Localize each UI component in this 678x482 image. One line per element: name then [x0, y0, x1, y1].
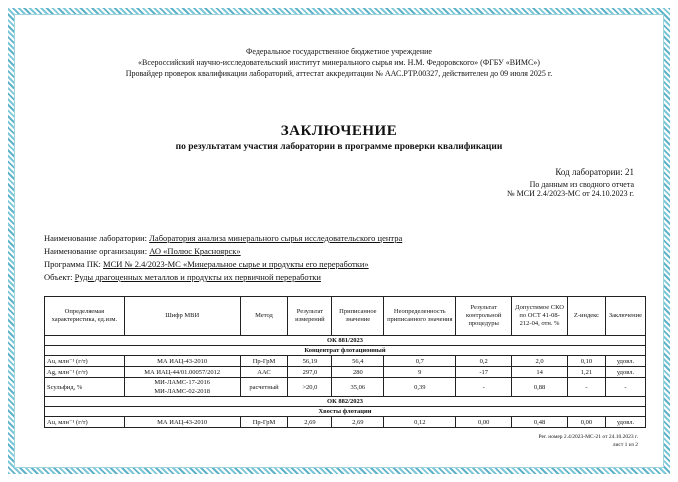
cell-sko: 0,88	[512, 378, 568, 397]
table-row	[45, 356, 646, 367]
cell-uncertainty: 0,39	[384, 378, 456, 397]
cell-characteristic: Ag, млн⁻¹ (г/т)	[45, 367, 125, 378]
cell-method: Пр-ГрМ	[240, 417, 288, 428]
org-name-label: Наименование организации:	[44, 246, 148, 256]
object-label: Объект:	[44, 272, 73, 282]
mvi-line-2: МИ-ЛАМС-02-2018	[154, 388, 211, 395]
col-header: Допустимое СКО по ОСТ 41-08-212-04, отн. %	[512, 297, 568, 336]
cell-result: 297,0	[288, 367, 332, 378]
cell-control: -	[456, 378, 512, 397]
cell-assigned: 35,06	[332, 378, 384, 397]
cell-assigned: 56,4	[332, 356, 384, 367]
cell-result: >20,0	[288, 378, 332, 397]
lab-name-row	[44, 233, 402, 243]
col-header: Приписанное значение	[332, 297, 384, 336]
col-header: Метод	[240, 297, 288, 336]
cell-control: -17	[456, 367, 512, 378]
program-value: МСИ № 2.4/2023-МС «Минеральное сырье и продукты его переработки»	[103, 259, 369, 269]
section-code: ОК 882/2023	[45, 397, 646, 407]
cell-characteristic: Au, млн⁻¹ (г/т)	[45, 356, 125, 367]
col-header: Определяемая характеристика, ед.изм.	[45, 297, 125, 336]
col-header: Z-индекс	[568, 297, 606, 336]
report-note-1: По данным из сводного отчета	[529, 180, 634, 189]
cell-result: 2,69	[288, 417, 332, 428]
page-title: ЗАКЛЮЧЕНИЕ	[280, 123, 398, 139]
table-row	[45, 417, 646, 428]
lab-name-value: Лаборатория анализа минерального сырья исследовательского центра	[149, 233, 403, 243]
table-row	[45, 378, 646, 397]
cell-sko: 2,0	[512, 356, 568, 367]
header-line-1: Федеральное государственное бюджетное учреждение	[246, 47, 432, 56]
cell-control: 0,00	[456, 417, 512, 428]
page-subtitle: по результатам участия лаборатории в программе проверки квалификации	[175, 142, 503, 152]
section-name: Хвосты флотации	[45, 407, 646, 417]
org-name-value: АО «Полюс Красноярск»	[149, 246, 241, 256]
lab-code: Код лаборатории: 21	[555, 167, 634, 177]
col-header: Шифр МВИ	[124, 297, 240, 336]
cell-characteristic: Au, млн⁻¹ (г/т)	[45, 417, 125, 428]
cell-mvi: МА ИАЦ-43-2010	[124, 356, 240, 367]
cell-characteristic: Sсульфид, %	[45, 378, 125, 397]
cell-uncertainty: 0,7	[384, 356, 456, 367]
cell-z: -	[568, 378, 606, 397]
table-row	[45, 367, 646, 378]
col-header: Неопределенность приписанного значения	[384, 297, 456, 336]
cell-control: 0,2	[456, 356, 512, 367]
cell-conclusion: удовл.	[605, 356, 645, 367]
lab-name-label: Наименование лаборатории:	[44, 233, 148, 243]
section-row	[45, 336, 646, 346]
cell-uncertainty: 0,12	[384, 417, 456, 428]
col-header: Результат измерений	[288, 297, 332, 336]
table-header-row	[45, 297, 646, 336]
section-row	[45, 346, 646, 356]
cell-conclusion: удовл.	[605, 417, 645, 428]
org-name-row	[44, 246, 241, 256]
object-row	[44, 272, 321, 282]
cell-method: ААС	[240, 367, 288, 378]
program-row	[44, 259, 369, 269]
header-line-2: «Всероссийский научно-исследовательский институт минерального сырья им. Н.М. Федоровского» (ФГБУ «ВИМС»)	[138, 58, 540, 67]
report-note-2: № МСИ 2.4/2023-МС от 24.10.2023 г.	[507, 189, 634, 198]
cell-method: расчетный	[240, 378, 288, 397]
program-label: Программа ПК:	[44, 259, 101, 269]
cell-conclusion: -	[605, 378, 645, 397]
cell-z: 0,00	[568, 417, 606, 428]
cell-z: 1,21	[568, 367, 606, 378]
section-name: Концентрат флотационный	[45, 346, 646, 356]
footer-sheet: лист 1 из 2	[612, 442, 638, 448]
cell-method: Пр-ГрМ	[240, 356, 288, 367]
cell-sko: 14	[512, 367, 568, 378]
cell-mvi	[124, 378, 240, 397]
section-row	[45, 407, 646, 417]
cell-uncertainty: 9	[384, 367, 456, 378]
cell-assigned: 2,69	[332, 417, 384, 428]
cell-sko: 0,48	[512, 417, 568, 428]
cell-mvi: МА ИАЦ-44/01.00057/2012	[124, 367, 240, 378]
section-row	[45, 397, 646, 407]
mvi-line-1: МИ-ЛАМС-17-2016	[154, 379, 211, 386]
cell-z: 0,10	[568, 356, 606, 367]
cell-mvi: МА ИАЦ-43-2010	[124, 417, 240, 428]
footer-reg-number: Рег. номер 2.4/2023-МС-21 от 24.10.2023 г.	[538, 434, 638, 440]
object-value: Руды драгоценных металлов и продукты их первичной переработки	[74, 272, 321, 282]
results-table	[44, 296, 646, 428]
cell-conclusion: удовл.	[605, 367, 645, 378]
col-header: Заключение	[605, 297, 645, 336]
cell-assigned: 280	[332, 367, 384, 378]
header-line-3: Провайдер проверок квалификации лабораторий, аттестат аккредитации № ААС.РТР.00327, действителен до 09 июля 2025 г.	[125, 69, 553, 78]
col-header: Результат контрольной процедуры	[456, 297, 512, 336]
cell-result: 56,19	[288, 356, 332, 367]
section-code: ОК 881/2023	[45, 336, 646, 346]
